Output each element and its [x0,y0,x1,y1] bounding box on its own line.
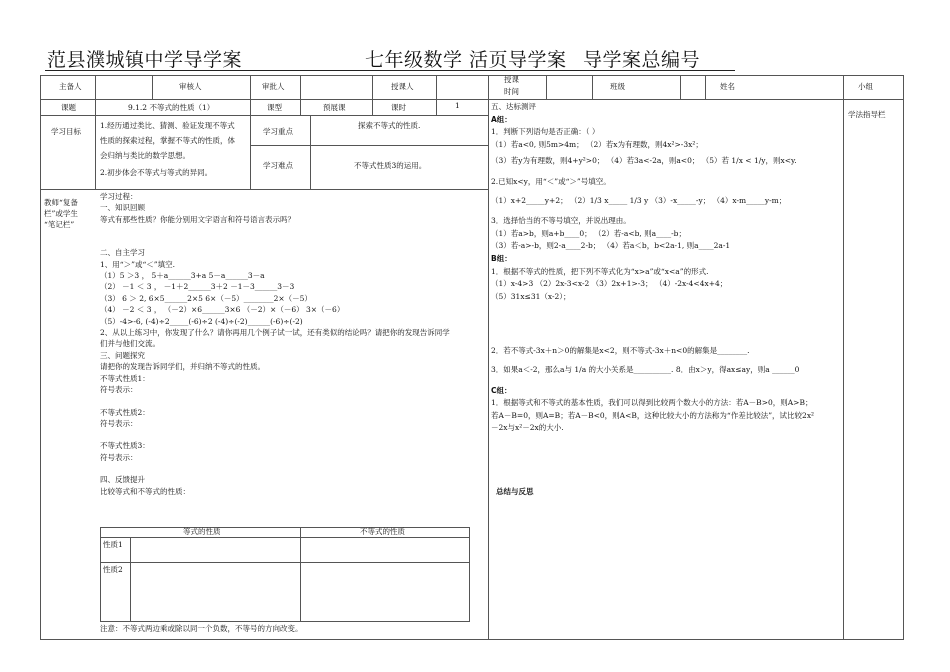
a-question-line: （1）若a>b，则a+b____0； （2）若-a<b, 则a____-b； [491,228,686,238]
row-property-2: 性质2 [103,565,123,574]
c-question-line: 1．根据等式和不等式的基本性质，我们可以得到比较两个数大小的方法：若A－B>0，则A>B； [491,398,813,408]
center-divider [488,75,489,640]
row-property-1: 性质1 [103,540,123,549]
col-divider [705,75,706,99]
series-number-label: 导学案总编号 [583,49,701,71]
goals-text [100,118,235,180]
learning-process [100,191,450,497]
process-line: （4） －2 ＜ 3 ， （－2）×6______3×6 （－2）×（－6） 3×（－6） [100,305,345,315]
type-label: 课型 [267,103,282,112]
row-divider [40,99,904,100]
b-question-line: 2．若不等式-3x＋n＞0的解集是x<2，则不等式-3x＋n<0的解集是________. [491,346,750,356]
sidebar-line: “笔记栏” [44,220,75,229]
header-underline [45,70,735,71]
col-divider [546,75,547,99]
col-divider [300,75,301,99]
process-line: （1）5 ＞3 ， 5＋a______3+a 5－a______3－a [100,271,265,281]
table-col-divider [130,537,131,622]
comparison-table [100,527,470,622]
process-line: 等式有那些性质？你能分别用文字语言和符号语言表示吗？ [100,214,295,224]
a-question-line: （1）若a<0, 则5m>4m； （2）若x为有理数，则4x²>-3x²； [491,139,703,149]
process-line: 2、从以上练习中，你发现了什么？请你再用几个例子试一试，还有类似的结论吗？请把你的发现告诉同学 [100,328,450,338]
process-line: 符号表示： [100,418,138,428]
sidebar-line: 教师“复备 [44,198,78,207]
b-question-line: 1．根据不等式的性质，把下列不等式化为“x>a”或“x<a”的形式. [491,266,709,276]
time-label-2: 时间 [504,87,519,96]
process-line: （3） 6 ＞ 2, 6×5______2×5 6×（－5）________2×（－5） [100,293,312,303]
process-note: 注意：不等式两边乘或除以同一个负数，不等号的方向改变。 [100,624,303,633]
col-divider [680,75,681,99]
goals-label: 学习目标 [51,127,81,136]
type-value: 预展课 [323,103,346,112]
class-label: 班级 [610,82,625,91]
notes-sidebar [44,197,78,230]
b-question-line: （1）x-4>3 （2）2x-3<x-2 （3）2x+1>-3； （4）-2x-4<4x+4； [491,279,728,289]
a-question-line: 3．选择恰当的不等号填空，并说出理由。 [491,216,631,226]
approver-label: 审批人 [262,82,285,91]
group-c-label: C组： [491,385,512,395]
process-line: 不等式性质1： [100,373,150,383]
process-line: 们并与他们交流。 [100,339,160,349]
a-question-line: （3）若y为有理数，则4+y²>0； （4）若3a<-2a，则a<0； （5）若 1/x < 1/y，则x<y. [491,156,797,166]
process-line: （2） －1 ＜ 3 ， －1＋2______3＋2 －1－3______3－3 [100,282,295,292]
process-line: （5）-4>-6, (-4)÷2_____(-6)÷2 (-4)÷(-2)______(-6)÷(-2) [100,316,303,326]
topic-value: 9.1.2 不等式的性质（1） [128,103,215,112]
process-line: 不等式性质2： [100,407,150,417]
group-b-label: B组： [491,253,512,263]
row-divider [40,189,488,190]
col-divider [310,115,311,189]
goal-line: 会归纳与类比的数学思想。 [100,151,190,160]
key-value: 探索不等式的性质. [358,121,421,130]
b-question-line: （5）31x≤31（x-2）； [491,291,571,301]
a-question-line: （3）若-a>-b，则2-a____2-b； （4）若a＜b，b<2a-1, 则a____2a-1 [491,241,731,251]
difficulty-label: 学习难点 [263,161,293,170]
topic-label: 课题 [61,103,76,112]
name-label: 姓名 [720,82,735,91]
table-col-divider [300,527,301,622]
col-equality-header: 等式的性质 [183,527,221,536]
col-divider [95,75,96,99]
difficulty-value: 不等式性质3的运用。 [354,161,427,170]
c-question-line: －2x与x²－2x的大小. [491,423,564,433]
a-question-line: 1．判断下列语句是否正确：（ ） [491,127,600,137]
col-divider [250,115,251,189]
col-divider [592,75,593,99]
teacher-label: 授课人 [391,82,414,91]
process-line: 二、自主学习 [100,248,145,258]
table-row-divider [100,562,470,563]
time-label-1: 授课 [504,75,519,84]
c-question-line: 若A－B=0，则A=B；若A－B<0，则A<B，这种比较大小的方法称为“作差比较法”，试比较2x² [491,410,815,420]
process-line: 三、问题探究 [100,350,145,360]
col-divider [95,99,96,189]
summary-label: 总结与反思 [496,487,534,496]
assessment-heading: 五、达标测评 [491,102,536,111]
table-row-divider [100,537,470,538]
col-inequality-header: 不等式的性质 [360,527,405,536]
process-line: 四、反馈提升 [100,475,145,485]
reviewer-label: 审核人 [179,82,202,91]
row-divider [40,115,488,116]
hours-label: 课时 [391,103,406,112]
process-line: 1、用“＞”或“＜”填空. [100,259,175,269]
group-a-label: A组： [491,114,512,124]
process-line: 符号表示： [100,452,138,462]
subject-title: 七年级数学 活页导学案 [365,49,567,71]
b-question-line: 3．如果a＜-2，那么a与 1/a 的大小关系是__________. 8．由x＞y，得ax≤ay，则a ______0 [491,364,800,374]
col-divider [300,99,301,115]
guide-divider [843,75,844,640]
study-guide-label: 学法指导栏 [848,110,886,119]
assessment-section [491,101,814,435]
a-question-line: （1）x+2_____y+2； （2）1/3 x_____ 1/3 y （3）-x_____-y； （4）x-m_____y-m； [491,195,787,205]
col-divider [152,75,153,99]
preparer-label: 主备人 [59,82,82,91]
row-divider [250,145,488,146]
key-label: 学习重点 [263,127,293,136]
process-line: 请把你的发现告诉同学们，并归纳不等式的性质。 [100,362,265,372]
process-line: 不等式性质3： [100,441,150,451]
sidebar-line: 栏”或学生 [44,209,78,218]
process-line: 一、知识回顾 [100,203,145,213]
process-line: 学习过程： [100,192,138,201]
school-title: 范县濮城镇中学导学案 [47,49,243,71]
col-divider [436,75,437,99]
goal-line: 性质的探索过程，掌握不等式的性质，体 [100,136,235,145]
group-label: 小组 [858,82,873,91]
col-divider [436,99,437,115]
hours-value: 1 [455,101,460,110]
goal-line: 2.初步体会不等式与等式的异同。 [100,168,213,177]
col-divider [372,75,373,99]
col-divider [372,99,373,115]
process-line: 比较等式和不等式的性质： [100,486,190,496]
goal-line: 1.经历通过类比、猜测、验证发现不等式 [100,121,235,130]
process-line: 符号表示： [100,385,138,395]
a-question-line: 2.已知x<y，用“＜”或“＞”号填空。 [491,176,611,186]
